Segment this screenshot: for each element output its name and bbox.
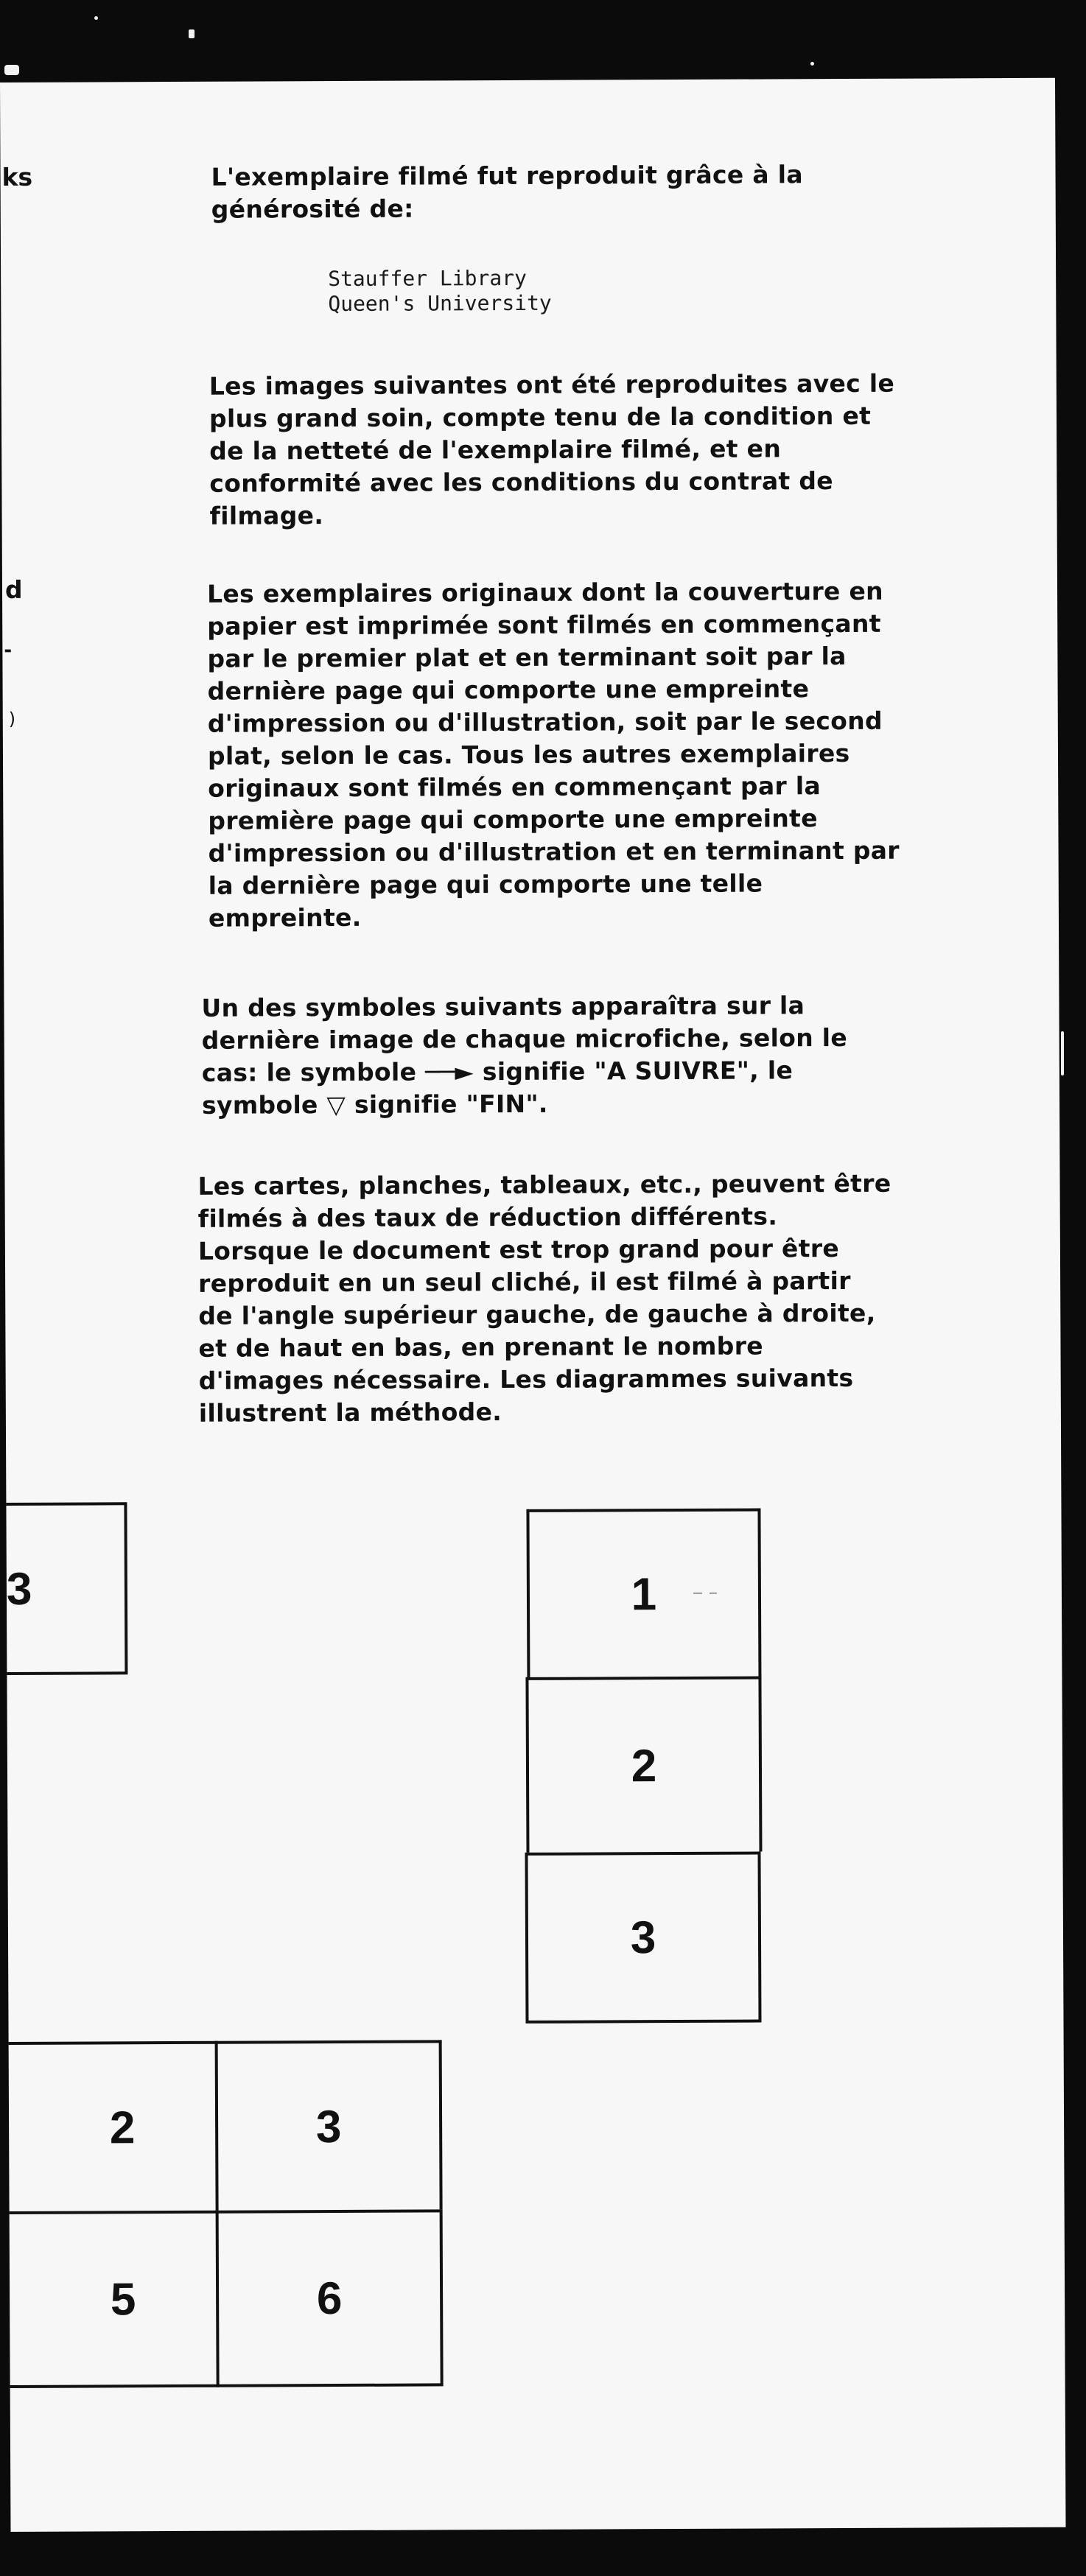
stray-mark: [693, 1593, 702, 1594]
grid-frame-3: [215, 2040, 443, 2210]
stack-frame-1: [526, 1509, 761, 1677]
left-fragment-small: ): [8, 708, 16, 729]
film-speck: [94, 16, 98, 20]
stack-label: 1: [631, 1568, 657, 1620]
grid-frame-2: [0, 2041, 219, 2211]
paragraph-symbols: Un des symboles suivants apparaîtra sur la dernière image de chaque microfiche, selon le cas: le symbole ──► signifie "A SUIVRE", le symbole ▽ signifie "FIN".: [201, 991, 848, 1120]
paragraph-originals: Les exemplaires originaux dont la couverture en papier est imprimée sont filmés en commençant par le premier plat et en terminant soit par la dernière page qui comporte une empreinte d'impression ou d'illustration, soit par le second plat, selon le cas. Tous les autres exemplaires originaux sont filmés en commençant par la première page qui comporte une empreinte d'impression ou d'illustration et en terminant par la dernière page qui comporte une telle empreinte.: [206, 576, 900, 933]
grid-frame-5: [0, 2211, 220, 2388]
left-fragment-middle: d: [4, 575, 23, 604]
grid-label: 6: [316, 2273, 343, 2324]
grid-label: 3: [315, 2101, 342, 2152]
grid-frame-6: [216, 2209, 444, 2387]
left-fragment-top: ks: [1, 162, 33, 192]
grid-label: 5: [110, 2273, 136, 2325]
stack-frame-3: [525, 1852, 761, 2024]
film-speck: [189, 29, 195, 38]
diagram-frame-label: 3: [6, 1563, 32, 1615]
film-speck: [1061, 1031, 1064, 1075]
paragraph-images: Les images suivantes ont été reproduites avec le plus grand soin, compte tenu de la condition et de la netteté de l'exemplaire filmé, et en conformité avec les conditions du contrat de filmage.: [209, 368, 895, 530]
grid-label: 2: [109, 2102, 136, 2153]
stack-label: 3: [630, 1912, 656, 1963]
microfiche-page: [0, 78, 1065, 2532]
paragraph-maps: Les cartes, planches, tableaux, etc., peuvent être filmés à des taux de réduction différents. Lorsque le document est trop grand pour être reproduit en un seul cliché, il est filmé à partir de l'angle supérieur gauche, de gauche à droite, et de haut en bas, en prenant le nombre d'images nécessaire. Les diagrammes suivants illustrent la méthode.: [197, 1168, 891, 1428]
library-name: Stauffer Library Queen's University: [328, 265, 552, 317]
diagram-frame-3: [0, 1502, 127, 1675]
film-speck: [810, 62, 814, 66]
reproduction-credit: L'exemplaire filmé fut reproduit grâce à la générosité de:: [211, 160, 803, 224]
film-speck: [4, 65, 19, 75]
left-fragment-dash: -: [4, 639, 13, 661]
stack-frame-2: [525, 1677, 762, 1853]
stack-label: 2: [631, 1740, 657, 1791]
stray-mark: [710, 1593, 717, 1594]
